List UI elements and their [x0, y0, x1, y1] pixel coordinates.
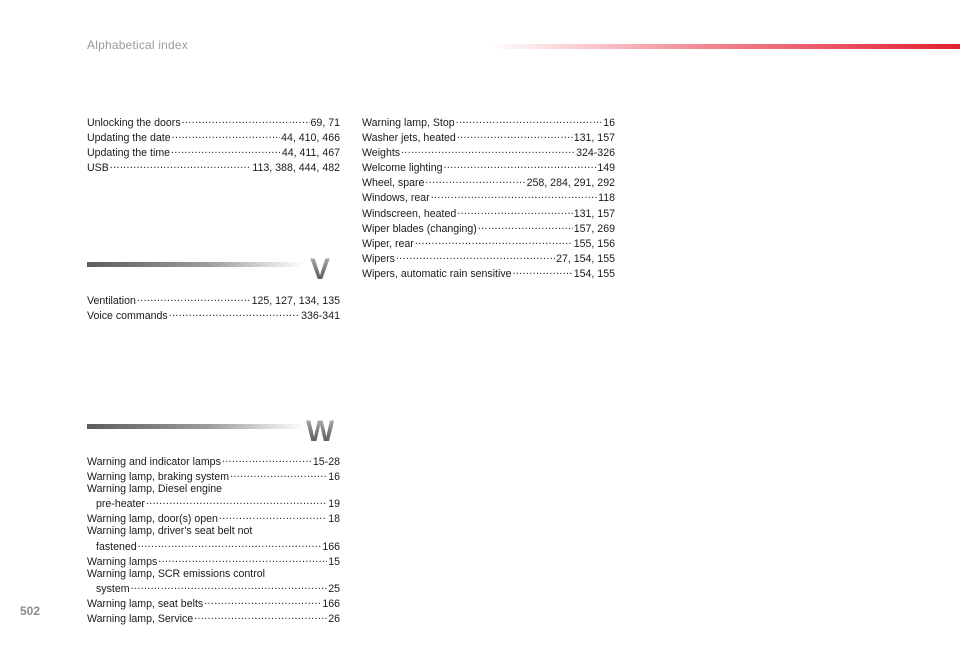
- index-entry: [87, 129, 340, 144]
- leader-dots: [146, 495, 327, 507]
- entry-pages: 336-341: [301, 310, 340, 323]
- entry-pages: 27, 154, 155: [556, 252, 615, 265]
- entry-pages: 69, 71: [310, 117, 340, 129]
- section-divider-w: [87, 424, 305, 429]
- entry-term-continued: system: [96, 582, 130, 595]
- header-accent-bar: [490, 44, 960, 49]
- entry-pages: 157, 269: [573, 222, 615, 235]
- index-entry: [87, 580, 340, 595]
- entry-pages: 16: [603, 117, 615, 129]
- leader-dots: [110, 159, 252, 171]
- leader-dots: [443, 159, 596, 171]
- entry-pages: 125, 127, 134, 135: [251, 295, 340, 307]
- entry-term: Wiper blades (changing): [362, 222, 477, 235]
- entry-pages: 149: [597, 162, 615, 175]
- entry-pages: 44, 411, 467: [281, 147, 340, 160]
- index-entry: [87, 144, 340, 159]
- entry-term: Warning lamp, door(s) open: [87, 513, 218, 526]
- leader-dots: [194, 610, 327, 622]
- entry-pages: 113, 388, 444, 482: [252, 162, 340, 175]
- entry-pages: 324-326: [576, 147, 615, 160]
- entry-term: Wipers, automatic rain sensitive: [362, 267, 512, 280]
- index-entry: [362, 144, 615, 159]
- entry-pages: 15-28: [312, 456, 340, 468]
- entry-term: Warning lamp, braking system: [87, 471, 230, 484]
- leader-dots: [478, 220, 573, 232]
- leader-dots: [137, 292, 251, 304]
- entry-pages: 25: [328, 582, 340, 595]
- index-entry: [87, 595, 340, 610]
- entry-pages: 118: [598, 192, 615, 205]
- index-column-w-continued: [362, 114, 615, 280]
- index-entry: [87, 159, 340, 174]
- entry-term: Updating the time: [87, 147, 171, 160]
- entry-pages: 166: [322, 540, 340, 553]
- leader-dots: [172, 129, 280, 141]
- section-letter-w: W: [306, 415, 335, 448]
- entry-term: Ventilation: [87, 295, 136, 307]
- entry-term: Unlocking the doors: [87, 117, 181, 129]
- leader-dots: [401, 144, 575, 156]
- entry-pages: 18: [328, 513, 340, 526]
- leader-dots: [456, 114, 603, 126]
- index-entry: [362, 189, 615, 204]
- entry-term: Washer jets, heated: [362, 132, 456, 145]
- leader-dots: [204, 595, 321, 607]
- page-number: 502: [20, 604, 41, 618]
- index-entry: [87, 610, 340, 625]
- section-divider-v: [87, 262, 305, 267]
- entry-term: Warning and indicator lamps: [87, 456, 221, 468]
- entry-term: Wiper, rear: [362, 237, 414, 250]
- entry-pages: 154, 155: [573, 267, 615, 280]
- entry-term: Wheel, spare: [362, 177, 425, 190]
- entry-pages: 19: [328, 498, 340, 511]
- index-entry: [362, 174, 615, 189]
- entry-term: Windscreen, heated: [362, 207, 457, 220]
- index-entry: [362, 250, 615, 265]
- entry-pages: 15: [328, 555, 340, 568]
- header-title: Alphabetical index: [87, 38, 189, 52]
- entry-term-continued: pre-heater: [96, 498, 145, 511]
- index-entry: [87, 292, 340, 307]
- entry-term: Warning lamp, driver's seat belt not: [87, 525, 253, 538]
- index-entry: [362, 205, 615, 220]
- index-entry: [87, 307, 340, 322]
- entry-term: Warning lamp, seat belts: [87, 597, 204, 610]
- leader-dots: [219, 510, 327, 522]
- leader-dots: [230, 468, 327, 480]
- index-entry: [362, 129, 615, 144]
- index-entry: [87, 510, 340, 525]
- index-entry: [87, 453, 340, 468]
- leader-dots: [138, 538, 322, 550]
- index-entry: [362, 114, 615, 129]
- index-entry: [87, 553, 340, 568]
- entry-term: Voice commands: [87, 310, 168, 323]
- index-column-u: [87, 114, 340, 174]
- section-letter-v: V: [310, 253, 331, 286]
- entry-term: Warning lamps: [87, 555, 158, 568]
- index-column-w: [87, 453, 340, 625]
- leader-dots: [457, 205, 573, 217]
- index-entry: [87, 114, 340, 129]
- entry-term: Updating the date: [87, 132, 171, 145]
- entry-term: Wipers: [362, 252, 395, 265]
- entry-pages: 258, 284, 291, 292: [526, 177, 615, 190]
- entry-pages: 16: [328, 471, 340, 484]
- entry-term: Warning lamp, Stop: [362, 117, 455, 129]
- leader-dots: [171, 144, 281, 156]
- leader-dots: [222, 453, 312, 465]
- leader-dots: [158, 553, 327, 565]
- entry-term: Warning lamp, SCR emissions control: [87, 567, 265, 580]
- entry-pages: 44, 410, 466: [281, 132, 340, 145]
- leader-dots: [182, 114, 310, 126]
- leader-dots: [457, 129, 573, 141]
- entry-pages: 131, 157: [573, 207, 615, 220]
- index-entry: [87, 495, 340, 510]
- index-entry: [362, 220, 615, 235]
- index-entry: [362, 235, 615, 250]
- entry-pages: 166: [322, 597, 340, 610]
- index-column-v: [87, 292, 340, 322]
- leader-dots: [431, 189, 597, 201]
- entry-term: Warning lamp, Service: [87, 613, 194, 626]
- entry-pages: 155, 156: [573, 237, 615, 250]
- leader-dots: [396, 250, 555, 262]
- entry-term: USB: [87, 162, 109, 175]
- index-entry: [87, 538, 340, 553]
- entry-term: Weights: [362, 147, 401, 160]
- leader-dots: [415, 235, 573, 247]
- entry-term: Welcome lighting: [362, 162, 443, 175]
- index-entry: [87, 468, 340, 483]
- index-entry: [362, 265, 615, 280]
- entry-term: Windows, rear: [362, 192, 430, 205]
- entry-term-continued: fastened: [96, 540, 137, 553]
- entry-term: Warning lamp, Diesel engine: [87, 483, 223, 496]
- leader-dots: [169, 307, 300, 319]
- index-entry: [362, 159, 615, 174]
- entry-pages: 26: [328, 613, 340, 626]
- entry-pages: 131, 157: [573, 132, 615, 145]
- leader-dots: [513, 265, 573, 277]
- leader-dots: [131, 580, 328, 592]
- leader-dots: [425, 174, 525, 186]
